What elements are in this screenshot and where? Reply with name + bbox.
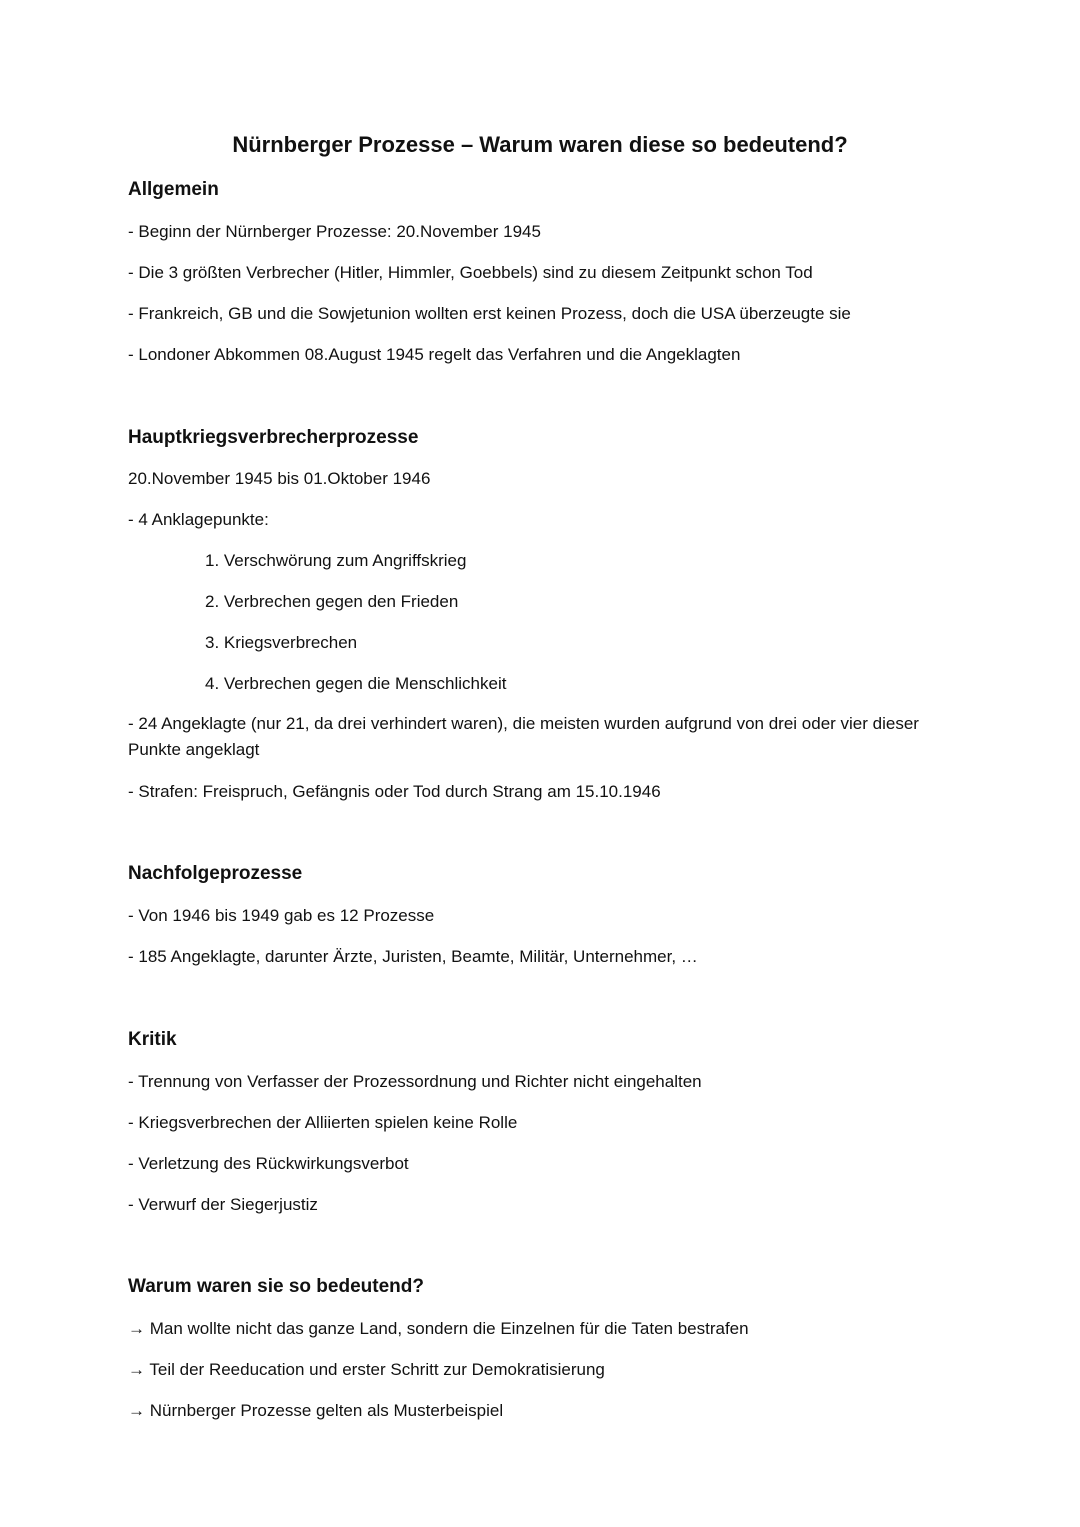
section-heading-nachfolgeprozesse: Nachfolgeprozesse: [128, 863, 303, 884]
nachfolge-line-1: - Von 1946 bis 1949 gab es 12 Prozesse: [128, 906, 435, 925]
haupt-line-angeklagte: - 24 Angeklagte (nur 21, da drei verhindert waren), die meisten wurden aufgrund von drei oder vier dieser Punkte angeklagt: [128, 714, 919, 759]
kritik-line-4: - Verwurf der Siegerjustiz: [128, 1195, 318, 1214]
bedeutung-line-3: → Nürnberger Prozesse gelten als Musterbeispiel: [128, 1401, 504, 1420]
anklagepunkt-1: 1. Verschwörung zum Angriffskrieg: [205, 551, 467, 570]
allgemein-line-3: - Frankreich, GB und die Sowjetunion wollten erst keinen Prozess, doch die USA überzeugte sie: [128, 304, 851, 323]
anklagepunkt-4: 4. Verbrechen gegen die Menschlichkeit: [205, 674, 507, 693]
haupt-line-dates: 20.November 1945 bis 01.Oktober 1946: [128, 469, 431, 488]
document-title: Nürnberger Prozesse – Warum waren diese so bedeutend?: [232, 132, 848, 157]
section-heading-hauptkriegsverbrecherprozesse: Hauptkriegsverbrecherprozesse: [128, 427, 419, 448]
allgemein-line-2: - Die 3 größten Verbrecher (Hitler, Himmler, Goebbels) sind zu diesem Zeitpunkt schon Tod: [128, 263, 813, 282]
haupt-line-strafen: - Strafen: Freispruch, Gefängnis oder Tod durch Strang am 15.10.1946: [128, 782, 661, 801]
anklagepunkt-2: 2. Verbrechen gegen den Frieden: [205, 592, 459, 611]
kritik-line-1: - Trennung von Verfasser der Prozessordnung und Richter nicht eingehalten: [128, 1072, 702, 1091]
haupt-line-anklagepunkte: - 4 Anklagepunkte:: [128, 510, 269, 529]
anklagepunkt-3: 3. Kriegsverbrechen: [205, 633, 358, 652]
kritik-line-3: - Verletzung des Rückwirkungsverbot: [128, 1154, 409, 1173]
section-heading-allgemein: Allgemein: [128, 179, 219, 200]
allgemein-line-4: - Londoner Abkommen 08.August 1945 regelt das Verfahren und die Angeklagten: [128, 345, 741, 364]
section-heading-kritik: Kritik: [128, 1029, 177, 1050]
kritik-line-2: - Kriegsverbrechen der Alliierten spielen keine Rolle: [128, 1113, 518, 1132]
bedeutung-line-1: → Man wollte nicht das ganze Land, sondern die Einzelnen für die Taten bestrafen: [128, 1319, 749, 1338]
nachfolge-line-2: - 185 Angeklagte, darunter Ärzte, Juristen, Beamte, Militär, Unternehmer, …: [128, 947, 698, 966]
bedeutung-line-2: → Teil der Reeducation und erster Schritt zur Demokratisierung: [128, 1360, 605, 1379]
allgemein-line-1: - Beginn der Nürnberger Prozesse: 20.November 1945: [128, 222, 541, 241]
section-heading-bedeutung: Warum waren sie so bedeutend?: [128, 1276, 424, 1297]
